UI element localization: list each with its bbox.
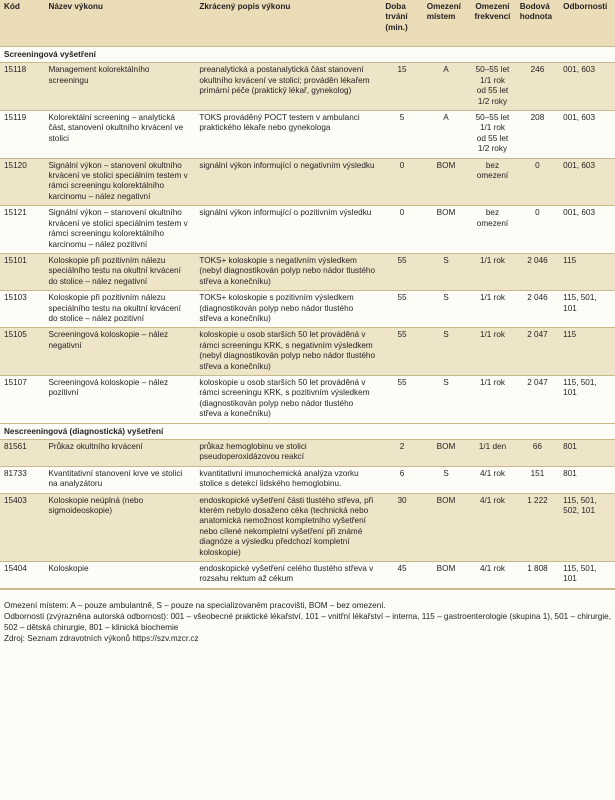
cell-points: 66 — [516, 440, 559, 467]
section-title: Nescreeningová (diagnostická) vyšetření — [0, 423, 615, 439]
header-expertise: Odbornosti — [559, 0, 615, 47]
note-place-legend: Omezení místem: A – pouze ambulantně, S – pouze na specializovaném pracovišti, BOM – bez omezení. — [4, 600, 386, 610]
cell-place: BOM — [423, 562, 470, 589]
cell-name: Signální výkon – stanovení okultního krvácení ve stolici speciálním testem v rámci screeningu kolorektálního karcinomu – nález negativní — [44, 158, 195, 206]
cell-desc: endoskopické vyšetření části tlustého střeva, při kterém nebylo dosaženo céka (technická nebo anatomická nemožnost kompletního vyšetření nebo cílené nekompletní vyšetření při známé diagnóze a výsledku předchozí kompletní koloskopie) — [195, 493, 381, 561]
cell-place: S — [423, 375, 470, 423]
cell-expertise: 801 — [559, 440, 615, 467]
cell-expertise: 115, 501, 101 — [559, 291, 615, 328]
cell-points: 2 046 — [516, 253, 559, 290]
cell-duration: 55 — [381, 375, 422, 423]
table-row — [0, 206, 615, 254]
table-body — [0, 47, 615, 589]
cell-desc: TOKS prováděný POCT testem v ambulanci praktického lékaře nebo gynekologa — [195, 111, 381, 159]
cell-expertise: 001, 603 — [559, 158, 615, 206]
cell-frequency: 4/1 rok — [469, 466, 516, 493]
cell-points: 2 047 — [516, 375, 559, 423]
cell-points: 2 047 — [516, 328, 559, 376]
table-row — [0, 328, 615, 376]
cell-name: Koloskopie — [44, 562, 195, 589]
cell-place: BOM — [423, 158, 470, 206]
cell-desc: koloskopie u osob starších 50 let prováděná v rámci screeningu KRK, s negativním výsledkem (nebyl diagnostikován polyp nebo nádor tlustého střeva a konečníku) — [195, 328, 381, 376]
cell-name: Koloskopie při pozitivním nálezu speciálního testu na okultní krvácení do stolice – nález negativní — [44, 253, 195, 290]
cell-frequency: 50–55 let 1/1 rok od 55 let 1/2 roky — [469, 111, 516, 159]
cell-points: 208 — [516, 111, 559, 159]
header-points: Bodová hodnota — [516, 0, 559, 47]
cell-duration: 15 — [381, 63, 422, 111]
cell-duration: 0 — [381, 158, 422, 206]
table-row — [0, 253, 615, 290]
table-notes — [0, 589, 615, 645]
table-row — [0, 466, 615, 493]
cell-name: Screeningová koloskopie – nález negativní — [44, 328, 195, 376]
cell-desc: TOKS+ koloskopie s pozitivním výsledkem (diagnostikován polyp nebo nádor tlustého střeva a konečníku) — [195, 291, 381, 328]
table-row — [0, 375, 615, 423]
cell-points: 246 — [516, 63, 559, 111]
cell-place: BOM — [423, 493, 470, 561]
cell-frequency: 1/1 rok — [469, 291, 516, 328]
cell-desc: signální výkon informující o negativním výsledku — [195, 158, 381, 206]
cell-code: 15403 — [0, 493, 44, 561]
cell-code: 15105 — [0, 328, 44, 376]
cell-duration: 5 — [381, 111, 422, 159]
cell-desc: endoskopické vyšetření celého tlustého střeva v rozsahu rektum až cékum — [195, 562, 381, 589]
cell-frequency: 1/1 den — [469, 440, 516, 467]
cell-place: BOM — [423, 206, 470, 254]
cell-desc: kvantitativní imunochemická analýza vzorku stolice s detekcí lidského hemoglobinu. — [195, 466, 381, 493]
header-code: Kód — [0, 0, 44, 47]
header-name: Název výkonu — [44, 0, 195, 47]
table-row — [0, 493, 615, 561]
cell-duration: 55 — [381, 328, 422, 376]
cell-name: Signální výkon – stanovení okultního krvácení ve stolici speciálním testem v rámci screeningu kolorektálního karcinomu – nález pozitivní — [44, 206, 195, 254]
cell-code: 15120 — [0, 158, 44, 206]
cell-desc: průkaz hemoglobinu ve stolici pseudoperoxidázovou reakcí — [195, 440, 381, 467]
header-desc: Zkrácený popis výkonu — [195, 0, 381, 47]
table-row — [0, 158, 615, 206]
cell-frequency: 1/1 rok — [469, 253, 516, 290]
header-place: Omezení místem — [423, 0, 470, 47]
cell-duration: 0 — [381, 206, 422, 254]
cell-code: 81733 — [0, 466, 44, 493]
cell-expertise: 801 — [559, 466, 615, 493]
cell-duration: 30 — [381, 493, 422, 561]
table-row — [0, 111, 615, 159]
cell-place: S — [423, 328, 470, 376]
cell-duration: 2 — [381, 440, 422, 467]
table-row — [0, 63, 615, 111]
cell-expertise: 115, 501, 101 — [559, 375, 615, 423]
cell-points: 1 808 — [516, 562, 559, 589]
cell-expertise: 115 — [559, 253, 615, 290]
cell-name: Screeningová koloskopie – nález pozitivní — [44, 375, 195, 423]
cell-name: Kolorektální screening – analytická část, stanovení okultního krvácení ve stolici — [44, 111, 195, 159]
cell-frequency: 1/1 rok — [469, 375, 516, 423]
note-source: Zdroj: Seznam zdravotních výkonů https://szv.mzcr.cz — [4, 634, 199, 644]
cell-duration: 6 — [381, 466, 422, 493]
header-frequency: Omezení frekvencí — [469, 0, 516, 47]
cell-code: 15404 — [0, 562, 44, 589]
cell-duration: 55 — [381, 253, 422, 290]
cell-points: 151 — [516, 466, 559, 493]
cell-code: 15121 — [0, 206, 44, 254]
header-duration: Doba trvání (min.) — [381, 0, 422, 47]
cell-place: A — [423, 111, 470, 159]
cell-code: 15101 — [0, 253, 44, 290]
cell-place: S — [423, 253, 470, 290]
table-row — [0, 440, 615, 467]
cell-duration: 45 — [381, 562, 422, 589]
cell-frequency: bez omezení — [469, 206, 516, 254]
cell-points: 0 — [516, 206, 559, 254]
cell-code: 15107 — [0, 375, 44, 423]
cell-points: 2 046 — [516, 291, 559, 328]
cell-place: BOM — [423, 440, 470, 467]
cell-desc: koloskopie u osob starších 50 let prováděná v rámci screeningu KRK, s pozitivním výsledkem (diagnostikován polyp nebo nádor tlustého střeva a konečníku) — [195, 375, 381, 423]
cell-expertise: 001, 603 — [559, 111, 615, 159]
cell-code: 15118 — [0, 63, 44, 111]
cell-name: Management kolorektálního screeningu — [44, 63, 195, 111]
cell-desc: TOKS+ koloskopie s negativním výsledkem (nebyl diagnostikován polyp nebo nádor tlustého střeva a konečníku) — [195, 253, 381, 290]
cell-expertise: 001, 603 — [559, 206, 615, 254]
cell-expertise: 115, 501, 101 — [559, 562, 615, 589]
cell-expertise: 115 — [559, 328, 615, 376]
cell-frequency: bez omezení — [469, 158, 516, 206]
cell-name: Koloskopie při pozitivním nálezu speciálního testu na okultní krvácení do stolice – nález pozitivní — [44, 291, 195, 328]
section-row — [0, 47, 615, 63]
cell-frequency: 4/1 rok — [469, 562, 516, 589]
section-row — [0, 423, 615, 439]
cell-name: Kvantitativní stanovení krve ve stolici na analyzátoru — [44, 466, 195, 493]
cell-points: 1 222 — [516, 493, 559, 561]
table-row — [0, 562, 615, 589]
cell-code: 15119 — [0, 111, 44, 159]
cell-frequency: 1/1 rok — [469, 328, 516, 376]
table-header-row — [0, 0, 615, 47]
table-row — [0, 291, 615, 328]
cell-frequency: 50–55 let 1/1 rok od 55 let 1/2 roky — [469, 63, 516, 111]
note-expertise-legend: Odbornosti (zvýrazněna autorská odbornost): 001 – všeobecné praktické lékařství, 101 – vnitřní lékařství – interna, 115 – gastroenterologie (skupina 1), 501 – chirurgie, 502 – dětská chirurgie, 801 – klinická biochemie — [4, 612, 611, 633]
cell-frequency: 4/1 rok — [469, 493, 516, 561]
cell-duration: 55 — [381, 291, 422, 328]
cell-name: Průkaz okultního krvácení — [44, 440, 195, 467]
cell-code: 15103 — [0, 291, 44, 328]
section-title: Screeningová vyšetření — [0, 47, 615, 63]
cell-name: Koloskopie neúplná (nebo sigmoideoskopie) — [44, 493, 195, 561]
cell-place: A — [423, 63, 470, 111]
cell-code: 81561 — [0, 440, 44, 467]
cell-expertise: 001, 603 — [559, 63, 615, 111]
cell-desc: preanalytická a postanalytická část stanovení okultního krvácení ve stolici; prováděn lékařem primární péče (praktický lékař, gynekolog) — [195, 63, 381, 111]
cell-expertise: 115, 501, 502, 101 — [559, 493, 615, 561]
cell-place: S — [423, 291, 470, 328]
cell-place: S — [423, 466, 470, 493]
cell-points: 0 — [516, 158, 559, 206]
cell-desc: signální výkon informující o pozitivním výsledku — [195, 206, 381, 254]
